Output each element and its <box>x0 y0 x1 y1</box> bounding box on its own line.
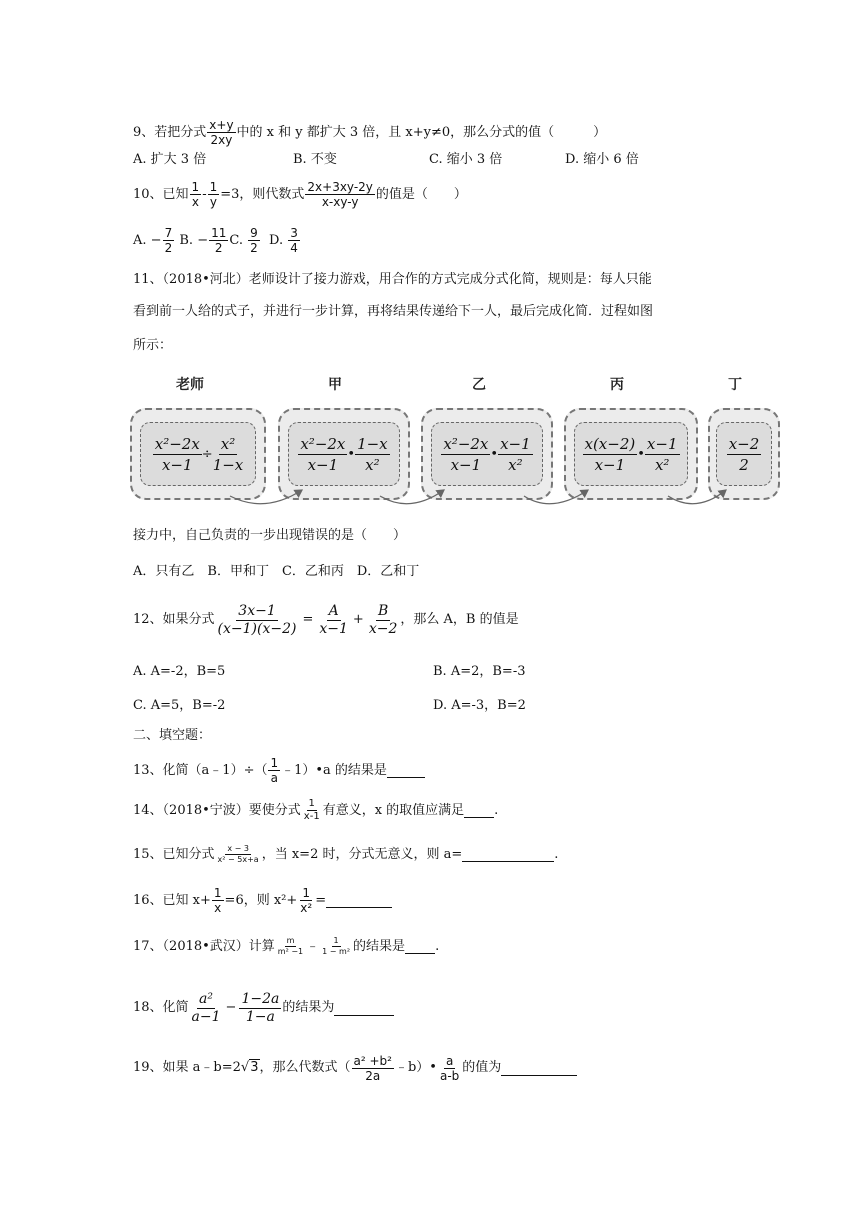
section-fill-in-title: 二、填空题： <box>133 728 212 743</box>
q10-option-c: $\frac{9}{2}$ <box>250 226 258 255</box>
q19-answer-blank[interactable] <box>501 1061 577 1076</box>
q11-line-2: 看到前一人给的式子，并进行一步计算，再将结果传递给下一人，最后完成化简．过程如图 <box>133 304 654 319</box>
question-15: 15、已知分式 $\frac{x - 3}{\text{x² − 5x+a}}$ ，当 x=2 时，分式无意义，则 a= . <box>133 844 559 864</box>
q9-option-d: D. 缩小 6 倍 <box>565 152 639 167</box>
relay-arrow-2 <box>380 490 444 504</box>
q12-left-fraction: $\frac{3x-1}{(x-1)(x-2)}$ <box>217 602 297 637</box>
question-16: 16、已知 x+ $\frac{1}{x}$ =6，则 x²+ $\frac{1}{\text{x²}}$ = <box>133 886 392 915</box>
q10-prefix: 10、已知 <box>133 186 189 202</box>
relay-arrow-3 <box>524 490 588 504</box>
q13-answer-blank[interactable] <box>387 763 425 778</box>
q17-fraction-2: $\frac{1}{\text{1 − m²}}$ <box>322 936 351 956</box>
q10-suffix: 的值是（ ） <box>375 186 467 202</box>
q12-option-d: D. A=-3，B=2 <box>433 698 526 713</box>
q10-fraction-1: $\frac{1}{x}$ <box>191 180 200 209</box>
q19-sqrt: √3 <box>240 1060 259 1075</box>
q9-fraction: $\frac{x+y}{2xy}$ <box>209 118 234 147</box>
relay-diagram <box>130 372 780 512</box>
q9-option-b: B. 不变 <box>293 152 337 167</box>
relay-head-yi: 乙 <box>472 377 486 393</box>
q14-fraction: $\frac{1}{x-1}$ <box>303 798 320 822</box>
q14-answer-blank[interactable] <box>464 803 494 818</box>
relay-arrow-1 <box>230 490 302 504</box>
question-9 <box>133 118 606 147</box>
q12-prefix: 12、如果分式 <box>133 612 215 627</box>
q10-fraction-2: $\frac{1}{y}$ <box>209 180 218 209</box>
q10-fraction-3: $\frac{2x+3xy-2y}{x-xy-y}$ <box>307 180 373 209</box>
q10-option-d: $\frac{3}{4}$ <box>290 226 298 255</box>
relay-box-ding: $\frac{x-2}{2}$ <box>708 408 780 500</box>
q9-suffix: 中的 x 和 y 都扩大 3 倍，且 x+y≠0，那么分式的值（ ） <box>236 124 607 140</box>
question-14: 14、（2018•宁波）要使分式 $\frac{1}{x-1}$ 有意义，x 的取值应满足 . <box>133 798 499 822</box>
relay-head-bing: 丙 <box>610 377 624 393</box>
q12-option-c: C. A=5，B=-2 <box>133 698 226 713</box>
q10-option-b: $\frac{11}{2}$ <box>211 226 227 255</box>
question-10: 10、已知 $\frac{1}{x}$ - $\frac{1}{y}$ =3，则代数式 $\frac{2x+3xy-2y}{x-xy-y}$ 的值是（ ） <box>133 180 467 209</box>
q18-fraction-2: $\frac{1-2a}{1-a}$ <box>241 990 280 1025</box>
relay-box-teacher: $\frac{\text{x²−2x}}{x-1}$ ÷ $\frac{\text{x²}}{1-x}$ <box>130 408 266 500</box>
question-18: 18、化简 $\frac{\text{a²}}{a-1}$ − $\frac{1-2a}{1-a}$ 的结果为 <box>133 988 394 1028</box>
relay-box-jia: $\frac{\text{x²−2x}}{x-1}$ • $\frac{1-x}{\text{x²}}$ <box>278 408 410 500</box>
q12-option-b: B. A=2，B=-3 <box>433 664 526 679</box>
q15-answer-blank[interactable] <box>462 847 554 862</box>
relay-head-jia: 甲 <box>328 377 342 393</box>
q17-fraction-1: $\frac{m}{\text{m² −1}}$ <box>277 936 304 956</box>
q10-option-a: $\frac{7}{2}$ <box>164 226 173 255</box>
q12-b-fraction: $\frac{B}{x-2}$ <box>368 602 398 637</box>
q11-line-1: 11、（2018•河北）老师设计了接力游戏，用合作的方式完成分式化简，规则是：每人只能 <box>133 272 652 287</box>
q9-option-c: C. 缩小 3 倍 <box>429 152 503 167</box>
q16-fraction-2: $\frac{1}{\text{x²}}$ <box>300 886 313 915</box>
q18-answer-blank[interactable] <box>334 1001 394 1016</box>
q18-fraction-1: $\frac{\text{a²}}{a-1}$ <box>191 990 221 1025</box>
q11-question: 接力中，自己负责的一步出现错误的是（ ） <box>133 528 407 543</box>
q9-prefix: 9、若把分式 <box>133 124 207 140</box>
q11-line-3: 所示： <box>133 338 173 353</box>
q13-fraction: $\frac{1}{a}$ <box>270 756 279 785</box>
question-13: 13、化简（a﹣1）÷（ $\frac{1}{a}$ ﹣1）•a 的结果是 <box>133 756 425 785</box>
q12-suffix: ，那么 A，B 的值是 <box>400 612 519 627</box>
q16-fraction-1: $\frac{1}{x}$ <box>213 886 222 915</box>
q10-options: A. − $\frac{7}{2}$ B. − $\frac{11}{2}$ C. $\frac{9}{2}$ D. $\frac{3}{4}$ <box>133 226 298 255</box>
q15-fraction: $\frac{x - 3}{\text{x² − 5x+a}}$ <box>217 844 259 864</box>
relay-arrows <box>130 372 780 512</box>
q10-mid: =3，则代数式 <box>220 186 305 202</box>
q12-option-a: A. A=-2，B=5 <box>133 664 226 679</box>
q11-options: A．只有乙 B．甲和丁 C．乙和丙 D．乙和丁 <box>133 564 420 579</box>
question-17: 17、（2018•武汉）计算 $\frac{m}{\text{m² −1}}$ ﹣ $\frac{1}{\text{1 − m²}}$ 的结果是 . <box>133 936 440 956</box>
q12-a-fraction: $\frac{A}{x-1}$ <box>319 602 348 637</box>
relay-box-yi: $\frac{\text{x²−2x}}{x-1}$ • $\frac{x-1}{\text{x²}}$ <box>421 408 553 500</box>
q16-answer-blank[interactable] <box>326 893 392 908</box>
q19-fraction-1: $\frac{\text{a² +b²}}{2a}$ <box>353 1053 392 1083</box>
relay-box-bing: $\frac{x(x-2)}{x-1}$ • $\frac{x-1}{\text{x²}}$ <box>564 408 698 500</box>
question-19: 19、如果 a﹣b=2 √3 ，那么代数式（ $\frac{\text{a² +b²}}{2a}$ ﹣b）• $\frac{a}{a-b}$ 的值为 <box>133 1048 577 1088</box>
relay-head-ding: 丁 <box>728 377 742 393</box>
relay-arrow-4 <box>668 490 726 504</box>
q19-fraction-2: $\frac{a}{a-b}$ <box>439 1053 460 1083</box>
q9-option-a: A. 扩大 3 倍 <box>133 152 207 167</box>
relay-head-teacher: 老师 <box>176 377 204 393</box>
question-12: 12、如果分式 $\frac{3x-1}{(x-1)(x-2)}$ = $\frac{A}{x-1}$ + $\frac{B}{x-2}$ ，那么 A，B 的值是 <box>133 602 519 637</box>
q17-answer-blank[interactable] <box>405 939 435 954</box>
